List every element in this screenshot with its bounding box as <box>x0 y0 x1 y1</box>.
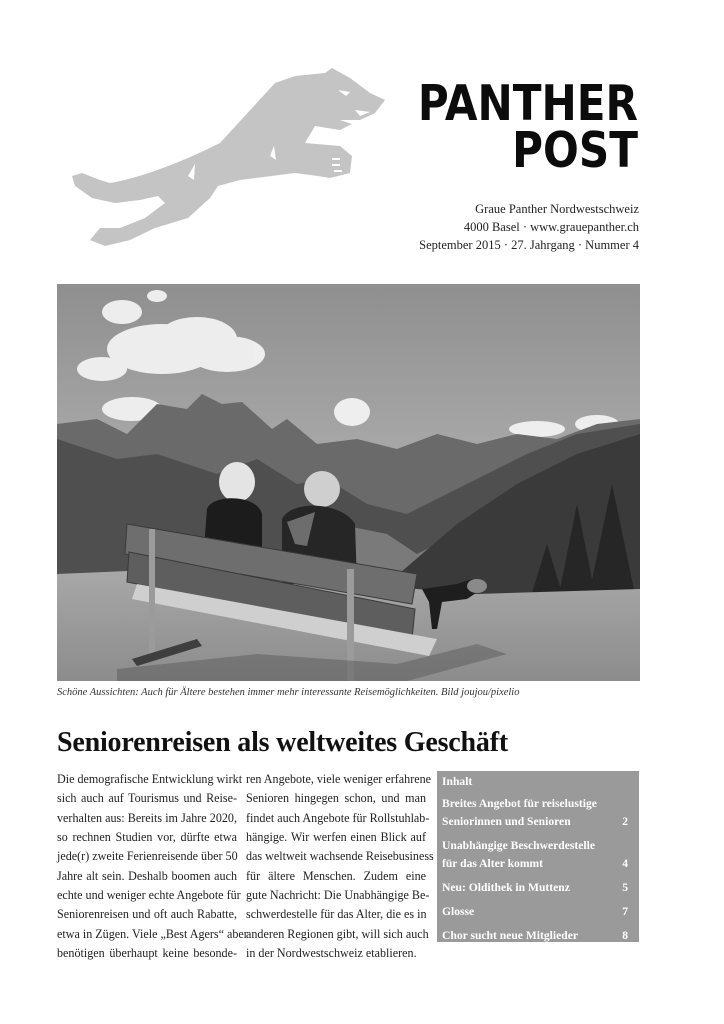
column-1-line: Seniorenreisen und oft auch Rabatte, <box>57 907 237 922</box>
toc-item[interactable] <box>442 837 632 873</box>
column-1-line: Die demografische Entwicklung wirkt <box>57 772 243 786</box>
toc-item-label <box>442 927 578 945</box>
article-column-2 <box>246 770 434 963</box>
toc-item-label <box>442 879 570 897</box>
article-column-1 <box>57 770 248 963</box>
toc-item-label <box>442 837 595 873</box>
photo-caption: Schöne Aussichten: Auch für Ältere bestehen immer mehr interessante Reisemöglichkeiten. Bild joujou/pixelio <box>57 687 520 698</box>
title-line-post: POST <box>512 122 638 179</box>
table-of-contents <box>437 771 639 942</box>
panther-logo <box>70 68 390 248</box>
column-1-line: benötigen überhaupt keine besonde- <box>57 946 237 961</box>
issue-line: September 2015 · 27. Jahrgang · Nummer 4 <box>419 238 639 252</box>
toc-item-label-line: Neu: Oldithek in Muttenz <box>442 881 570 894</box>
mountain-bench-photo <box>57 284 640 681</box>
masthead-title <box>417 75 638 179</box>
toc-item-label-line: für das Alter kommt <box>442 857 544 870</box>
column-2-line: in der Nordwestschweiz etablieren. <box>246 946 417 961</box>
address-line: 4000 Basel · www.grauepanther.ch <box>463 220 639 234</box>
toc-item-page: 4 <box>622 857 628 870</box>
toc-item-label-line: Glosse <box>442 905 475 918</box>
toc-item-label <box>442 795 597 831</box>
column-1-line: verhalten aus: Bereits im Jahre 2020, <box>57 810 237 825</box>
toc-item-label-line: Chor sucht neue Mitglieder <box>442 929 579 942</box>
title-line-panther: PANTHER <box>417 75 638 132</box>
column-1-line: sich auch auf Tourismus und Reise- <box>57 791 237 806</box>
toc-item[interactable] <box>442 927 632 945</box>
toc-item-page: 7 <box>622 905 628 918</box>
column-2-line: schwerdestelle für das Alter, die es in <box>246 907 427 922</box>
column-2-line: anderen Regionen gibt, will sich auch <box>246 926 429 941</box>
toc-item-label-line: Breites Angebot für reiselustige <box>442 797 597 810</box>
toc-item-label <box>442 903 474 921</box>
column-1-line: etwa in Zügen. Viele „Best Agers“ aber <box>57 926 248 941</box>
toc-item[interactable] <box>442 795 632 831</box>
column-2-line: das weltweit wachsende Reisebusiness <box>246 849 434 864</box>
toc-item-label-line: Unabhängige Beschwerdestelle <box>442 839 595 852</box>
column-2-line: hängige. Wir werfen einen Blick auf <box>246 830 426 845</box>
column-2-line: ren Angebote, viele weniger erfahrene <box>246 772 432 786</box>
column-1-line: so rechnen Studien vor, dürfte etwa <box>57 830 237 845</box>
masthead-info <box>419 200 639 254</box>
column-1-line: Jahre alt sein. Deshalb boomen auch <box>57 868 237 883</box>
cover-photo <box>57 284 640 681</box>
toc-item[interactable] <box>442 879 632 897</box>
column-2-line: Senioren hingegen schon, und man <box>246 791 426 806</box>
organization-name: Graue Panther Nordwestschweiz <box>475 202 639 216</box>
column-2-line: für ältere Menschen. Zudem eine <box>246 868 426 883</box>
column-2-line: findet auch Angebote für Rollstuhlab- <box>246 810 430 825</box>
column-1-line: jede(r) zweite Ferienreisende über 50 <box>57 849 238 864</box>
column-1-line: echte und weniger echte Angebote für <box>57 888 241 903</box>
toc-item-page: 8 <box>622 929 628 942</box>
column-2-line: gute Nachricht: Die Unabhängige Be- <box>246 888 430 903</box>
leaping-panther-icon <box>70 68 390 248</box>
article-headline: Seniorenreisen als weltweites Geschäft <box>57 727 508 758</box>
toc-item-label-line: Seniorinnen und Senioren <box>442 815 571 828</box>
toc-item[interactable] <box>442 903 632 921</box>
toc-item-page: 5 <box>622 881 628 894</box>
toc-title: Inhalt <box>442 775 473 788</box>
toc-item-page: 2 <box>622 815 628 828</box>
